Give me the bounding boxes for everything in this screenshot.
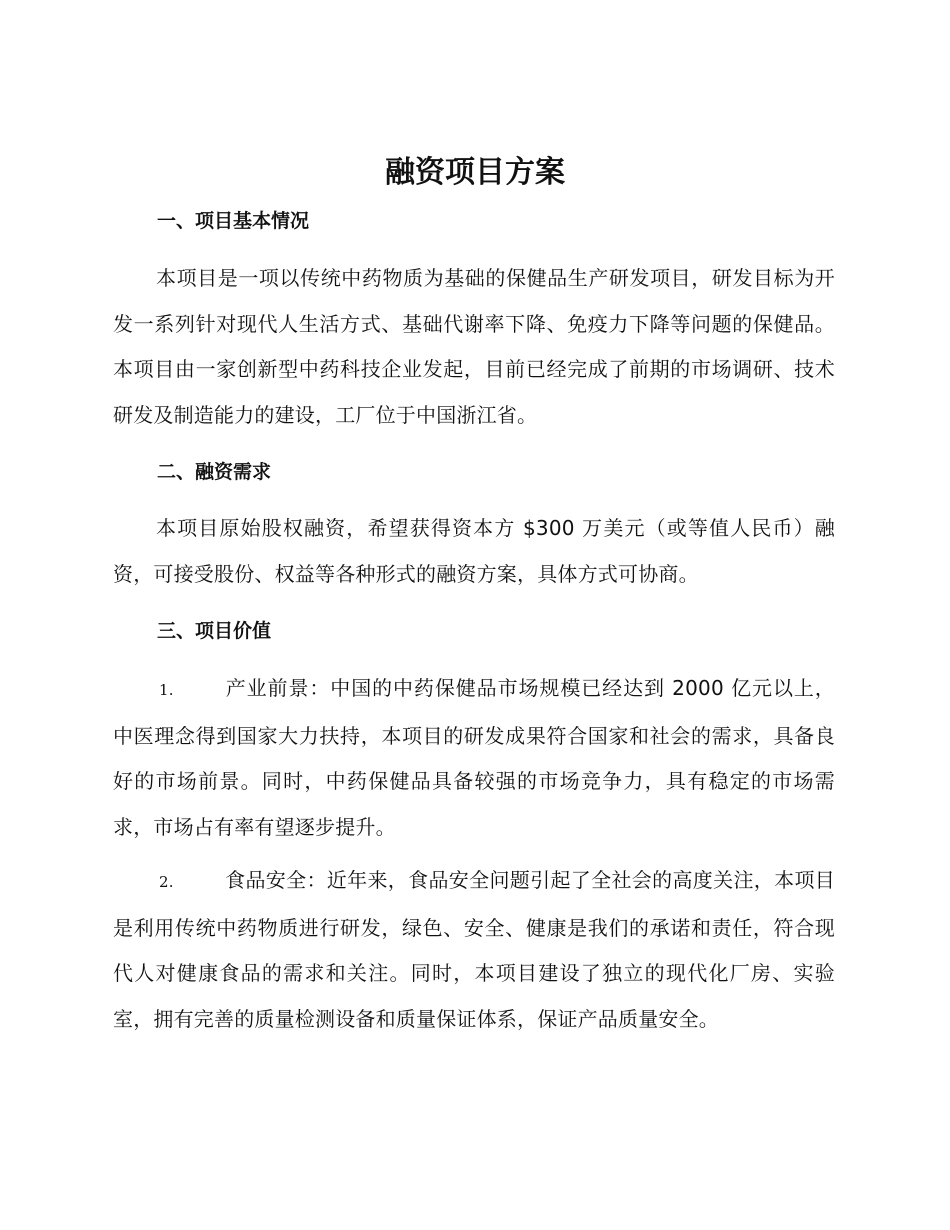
section-paragraph-basic-info: 本项目是一项以传统中药物质为基础的保健品生产研发项目，研发目标为开发一系列针对现代人生活方式、基础代谢率下降、免疫力下降等问题的保健品。本项目由一家创新型中药科技企业发起，目前已经完成了前期的市场调研、技术研发及制造能力的建设，工厂位于中国浙江省。	[113, 266, 835, 427]
section-heading-basic-info: 一、项目基本情况	[157, 210, 310, 232]
list-item-text: 食品安全：近年来，食品安全问题引起了全社会的高度关注，本项目是利用传统中药物质进行研发，绿色、安全、健康是我们的承诺和责任，符合现代人对健康食品的需求和关注。同时，本项目建设了独立的现代化厂房、实验室，拥有完善的质量检测设备和质量保证体系，保证产品质量安全。	[113, 868, 835, 1031]
section-heading-project-value: 三、项目价值	[157, 620, 272, 642]
value-list-item	[113, 858, 835, 1042]
value-list-item	[113, 666, 835, 850]
list-item-text: 产业前景：中国的中药保健品市场规模已经达到 2000 亿元以上，中医理念得到国家大力扶持，本项目的研发成果符合国家和社会的需求，具备良好的市场前景。同时，中药保健品具备较强的市场竞争力，具有稳定的市场需求，市场占有率有望逐步提升。	[113, 676, 835, 839]
document-title: 融资项目方案	[385, 155, 565, 190]
section-paragraph-financing-needs: 本项目原始股权融资，希望获得资本方 $300 万美元（或等值人民币）融资，可接受股份、权益等各种形式的融资方案，具体方式可协商。	[113, 516, 835, 586]
list-item-number: 1.	[159, 681, 174, 699]
list-item-number: 2.	[159, 873, 174, 891]
section-heading-financing-needs: 二、融资需求	[157, 461, 272, 483]
